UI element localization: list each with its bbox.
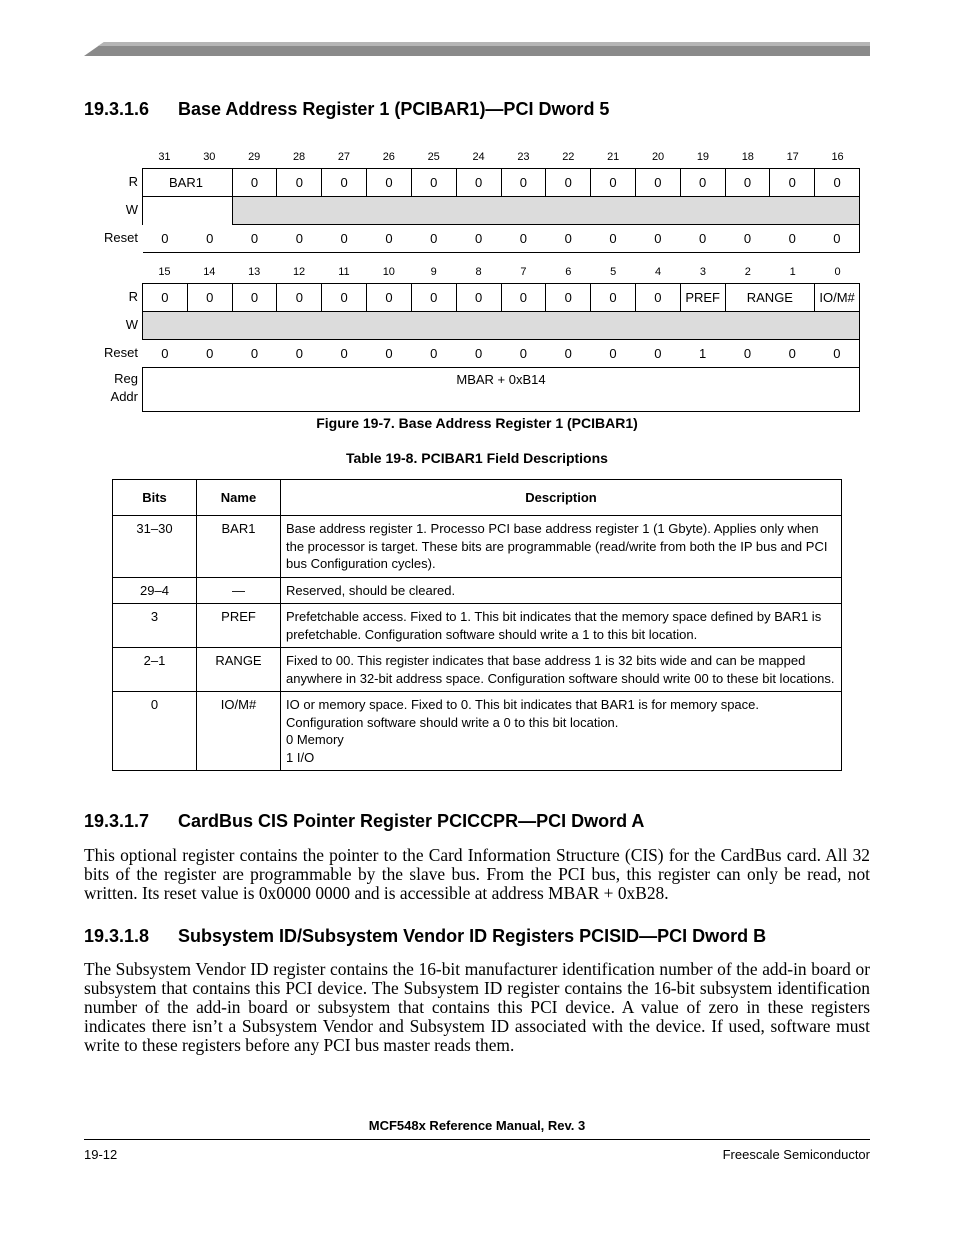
bit-number: 1 xyxy=(789,266,796,278)
cell-description xyxy=(281,604,842,648)
description-line: 0 Memory xyxy=(286,732,344,747)
header-name: Name xyxy=(197,480,281,516)
bit-value-reset: 0 xyxy=(546,340,591,368)
bit-value-reset: 0 xyxy=(456,340,501,368)
table-caption: Table 19-8. PCIBAR1 Field Descriptions xyxy=(346,450,608,466)
footer-rule xyxy=(84,1139,870,1140)
bit-number: 0 xyxy=(834,266,841,278)
bit-number: 7 xyxy=(520,266,527,278)
bit-number: 27 xyxy=(337,151,351,163)
bit-value-reset: 0 xyxy=(815,340,860,368)
cell-description xyxy=(281,648,842,692)
field-bar1: BAR1 xyxy=(143,169,233,197)
field-range: RANGE xyxy=(725,284,815,312)
bit-number: 17 xyxy=(786,151,799,163)
label-reset: Reset xyxy=(104,345,138,360)
bit-value-reset: 0 xyxy=(277,340,322,368)
bit-value-r: 0 xyxy=(143,284,188,312)
field-iom: IO/M# xyxy=(815,284,860,312)
bit-value-r: 0 xyxy=(725,169,770,197)
write-shaded-upper xyxy=(232,197,859,225)
description-line: Fixed to 00. This register indicates that base address 1 is 32 bits wide and can be mapped anywhere in 32-bit address space. Configuration software should write 00 to these bit locations. xyxy=(286,653,835,686)
bit-value-reset: 0 xyxy=(815,225,860,253)
description-line: Prefetchable access. Fixed to 1. This bit indicates that the memory space defined by BAR1 is prefetchable. Configuration software should write a 1 to this bit location. xyxy=(286,609,822,642)
bit-value-reset: 0 xyxy=(367,225,412,253)
section-number: 19.3.1.8 xyxy=(84,926,150,946)
cell-description xyxy=(281,577,842,604)
bit-value-reset: 0 xyxy=(187,340,232,368)
label-r: R xyxy=(128,174,138,189)
description-line: IO or memory space. Fixed to 0. This bit indicates that BAR1 is for memory space. Configuration software should write a 0 to this bit location. xyxy=(286,697,759,730)
bit-number: 12 xyxy=(292,266,306,278)
bit-number: 25 xyxy=(427,151,440,163)
paragraph-pcisid: The Subsystem Vendor ID register contains the 16-bit manufacturer identification number of the add-in board or subsystem that contains this PCI device. The Subsystem ID register contains the 16-bit subsystem identification number of the add-in board or subsystem that contains this PCI device. A value of zero in these registers indicates there isn’t a Subsystem Vendor and Subsystem ID associated with the device. If used, software must write to these registers before any PCI bus master reads them. xyxy=(84,959,870,1055)
bit-value-r: 0 xyxy=(501,169,546,197)
description-line: Base address register 1. Processo PCI base address register 1 (1 Gbyte). Applies only when the processor is target. These bits are programmable (read/write from both the IP bus and PCI bus Configuration cycles). xyxy=(286,521,828,571)
bit-value-reset: 0 xyxy=(770,225,815,253)
section-heading-pcibar1 xyxy=(84,99,609,120)
bit-value-r: 0 xyxy=(546,284,591,312)
bit-value-reset: 0 xyxy=(143,340,188,368)
bit-number: 30 xyxy=(203,151,216,163)
bit-value-r: 0 xyxy=(456,284,501,312)
table-row xyxy=(113,692,842,771)
description-line: Reserved, should be cleared. xyxy=(286,582,456,598)
bit-value-reset: 0 xyxy=(322,225,367,253)
section-title: CardBus CIS Pointer Register PCICCPR—PCI Dword A xyxy=(178,811,645,831)
bit-number: 11 xyxy=(338,266,350,278)
bit-number: 29 xyxy=(248,151,261,163)
table-row xyxy=(113,648,842,692)
bit-number: 14 xyxy=(203,266,216,278)
bit-number: 3 xyxy=(699,266,706,278)
bit-number: 8 xyxy=(475,266,482,278)
bit-value-reset: 0 xyxy=(367,340,412,368)
cell-name: — xyxy=(197,577,281,604)
bit-value-r: 0 xyxy=(322,169,367,197)
cell-bits: 2–1 xyxy=(113,648,197,692)
bit-value-reset: 0 xyxy=(635,225,680,253)
bit-value-r: 0 xyxy=(546,169,591,197)
bit-value-r: 0 xyxy=(232,284,277,312)
bit-value-r: 0 xyxy=(456,169,501,197)
bit-number: 18 xyxy=(741,151,754,163)
bit-value-r: 0 xyxy=(770,169,815,197)
header-description: Description xyxy=(281,480,842,516)
table-row xyxy=(113,604,842,648)
bit-number: 5 xyxy=(610,266,617,278)
bit-numbers-lower xyxy=(142,261,860,283)
description-line: 1 I/O xyxy=(286,749,315,765)
bit-value-r: 0 xyxy=(815,169,860,197)
register-address: MBAR + 0xB14 xyxy=(143,368,860,412)
bit-value-r: 0 xyxy=(635,169,680,197)
bit-number: 9 xyxy=(430,266,437,278)
bit-value-reset: 0 xyxy=(187,225,232,253)
label-reset: Reset xyxy=(104,230,138,245)
bit-value-reset: 0 xyxy=(725,340,770,368)
footer-company: Freescale Semiconductor xyxy=(722,1147,870,1162)
cell-name: PREF xyxy=(197,604,281,648)
bit-number: 28 xyxy=(292,151,306,163)
bit-value-reset: 0 xyxy=(143,225,188,253)
bit-number: 16 xyxy=(831,151,844,163)
cell-name: IO/M# xyxy=(197,692,281,771)
bit-value-reset: 0 xyxy=(411,225,456,253)
bit-number: 6 xyxy=(565,266,572,278)
cell-bits: 31–30 xyxy=(113,516,197,578)
bit-value-reset: 0 xyxy=(546,225,591,253)
section-heading-pcisid xyxy=(84,926,766,947)
bit-number: 13 xyxy=(248,266,261,278)
bit-value-r: 0 xyxy=(635,284,680,312)
label-w: W xyxy=(125,202,138,217)
bit-value-reset: 0 xyxy=(232,340,277,368)
bit-number: 10 xyxy=(382,266,395,278)
bit-value-reset: 0 xyxy=(232,225,277,253)
field-pref: PREF xyxy=(680,284,725,312)
register-lower-table xyxy=(142,283,860,412)
field-description-table xyxy=(112,479,842,771)
bit-value-r: 0 xyxy=(277,284,322,312)
bit-value-reset: 0 xyxy=(322,340,367,368)
write-shaded-lower xyxy=(143,312,860,340)
bit-number: 19 xyxy=(696,151,710,163)
bit-value-r: 0 xyxy=(277,169,322,197)
bit-number: 21 xyxy=(607,151,620,163)
register-upper-table xyxy=(142,168,860,253)
bit-value-r: 0 xyxy=(187,284,232,312)
section-heading-pciccpr xyxy=(84,811,644,832)
footer-title: MCF548x Reference Manual, Rev. 3 xyxy=(368,1118,586,1133)
bit-value-r: 0 xyxy=(232,169,277,197)
bit-value-r: 0 xyxy=(367,284,412,312)
bit-value-r: 0 xyxy=(322,284,367,312)
bit-number: 2 xyxy=(744,266,751,278)
table-row xyxy=(113,577,842,604)
cell-description xyxy=(281,692,842,771)
cell-bits: 0 xyxy=(113,692,197,771)
label-reg-addr: Reg Addr xyxy=(110,371,138,404)
cell-bits: 3 xyxy=(113,604,197,648)
section-title: Base Address Register 1 (PCIBAR1)—PCI Dword 5 xyxy=(178,99,610,119)
cell-description xyxy=(281,516,842,578)
label-w: W xyxy=(125,317,138,332)
table-row xyxy=(113,516,842,578)
bit-value-r: 0 xyxy=(680,169,725,197)
cell-bits: 29–4 xyxy=(113,577,197,604)
bit-number: 24 xyxy=(472,151,485,163)
bit-value-r: 0 xyxy=(411,169,456,197)
section-title: Subsystem ID/Subsystem Vendor ID Registers PCISID—PCI Dword B xyxy=(178,926,767,946)
bit-number: 31 xyxy=(158,151,171,163)
bit-value-reset: 0 xyxy=(277,225,322,253)
bit-value-reset: 0 xyxy=(501,340,546,368)
bit-numbers-upper xyxy=(142,146,860,168)
figure-caption: Figure 19-7. Base Address Register 1 (PCIBAR1) xyxy=(316,415,638,431)
bit-value-reset: 0 xyxy=(411,340,456,368)
bit-value-reset: 0 xyxy=(770,340,815,368)
bit-number: 22 xyxy=(562,151,575,163)
bit-value-reset: 0 xyxy=(725,225,770,253)
bit-value-reset: 0 xyxy=(456,225,501,253)
bit-number: 4 xyxy=(655,266,662,278)
bit-value-reset: 0 xyxy=(591,225,636,253)
section-number: 19.3.1.6 xyxy=(84,99,150,119)
bit-value-r: 0 xyxy=(411,284,456,312)
bit-number: 20 xyxy=(651,151,665,163)
bit-number: 26 xyxy=(382,151,395,163)
bit-value-r: 0 xyxy=(591,284,636,312)
bit-value-reset: 1 xyxy=(680,340,725,368)
header-bits: Bits xyxy=(113,480,197,516)
cell-name: RANGE xyxy=(197,648,281,692)
bit-value-reset: 0 xyxy=(591,340,636,368)
bit-value-reset: 0 xyxy=(501,225,546,253)
bit-value-r: 0 xyxy=(367,169,412,197)
register-diagram xyxy=(96,146,860,412)
bit-value-reset: 0 xyxy=(680,225,725,253)
bit-value-reset: 0 xyxy=(635,340,680,368)
label-r: R xyxy=(128,289,138,304)
header-bar xyxy=(84,42,870,56)
cell-name: BAR1 xyxy=(197,516,281,578)
bit-value-r: 0 xyxy=(501,284,546,312)
bit-number: 23 xyxy=(517,151,530,163)
section-number: 19.3.1.7 xyxy=(84,811,150,831)
bit-value-r: 0 xyxy=(591,169,636,197)
paragraph-pciccpr: This optional register contains the pointer to the Card Information Structure (CIS) for the CardBus card. All 32 bits of the register are programmable by the slave bus. From the PCI bus, this register can only be read, not written. Its reset value is 0x0000 0000 and is accessible at address MBAR + 0xB28. xyxy=(84,845,870,903)
page-number: 19-12 xyxy=(84,1147,118,1162)
bit-number: 15 xyxy=(158,266,171,278)
